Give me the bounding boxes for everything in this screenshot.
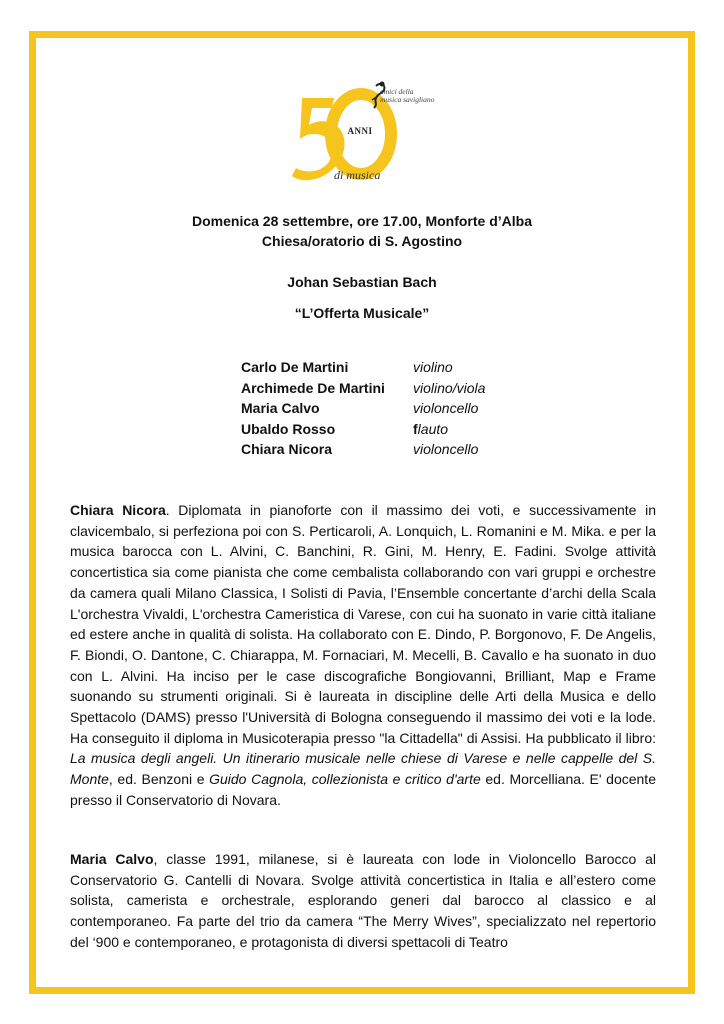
bio-maria-calvo: Maria Calvo, classe 1991, milanese, si è laureata con lode in Violoncello Barocco al Conservatorio G. Cantelli di Novara. Svolge attività concertistica in Italia e all’estero come solista, camerista e orchestrale, esplorando generi dal barocco al classico e al contemporaneo. Fa parte del trio da camera “The Merry Wives”, specializzato nel repertorio del ‘900 e contemporaneo, e protagonista di diversi spettacoli di Teatro — [70, 851, 656, 950]
bio-name: Maria Calvo — [70, 851, 154, 867]
performer-row — [241, 398, 541, 419]
logo-club-name: amici della musica savigliano — [380, 87, 435, 104]
performer-instrument: violoncello — [413, 441, 479, 457]
performer-instrument: violino — [413, 359, 453, 375]
performer-instrument: violino/viola — [413, 379, 486, 396]
bio-chiara-nicora: Chiara Nicora. Diplomata in pianoforte con il massimo dei voti, e successivamente in clavicembalo, si perfeziona poi con S. Perticaroli, A. Lonquich, L. Romanini e M. Mika. e per la musica barocca con L. Alvini, C. Banchini, R. Gini, M. Henry, E. Fadini. Svolge attività concertistica sia come pianista che come cembalista collaborando con vari gruppi e orchestre da camera quali Milano Classica, I Solisti di Pavia, l’Ensemble concertante d’archi della Scala L'orchestra Vivaldi, L'orchestra Cameristica di Varese, con cui ha suonato in varie città italiane ed estere anche in qualità di solista. Ha collaborato con E. Dindo, P. Borgonovo, F. De Angelis, F. Biondi, O. Dantone, C. Chiarappa, M. Fornaciari, M. Mecelli, B. Cavallo e ha suonato in duo con L. Alvini. Ha inciso per le case discografiche Bongiovanni, Brilliant, Map e Frame suonando su strumenti originali. Si è laureata in discipline delle Arti della Musica e dello Spettacolo (DAMS) presso l'Università di Bologna conseguendo il massimo dei voti e la lode. Ha conseguito il diploma in Musicoterapia presso "la Cittadella" di Assisi. Ha pubblicato il libro: La musica degli angeli. Un itinerario musicale nelle chiese di Varese e nelle cappelle del S. Monte, ed. Benzoni e Guido Cagnola, collezionista e critico d'arte ed. Morcelliana. E' docente presso il Conservatorio di Novara. — [70, 502, 656, 808]
festival-logo — [290, 78, 450, 190]
performer-name: Chiara Nicora — [241, 441, 333, 457]
event-date-line: Domenica 28 settembre, ore 17.00, Monforte d’Alba — [192, 213, 532, 229]
performer-name: Maria Calvo — [241, 400, 320, 416]
performer-name: Archimede De Martini — [241, 379, 385, 396]
work-title: “L’Offerta Musicale” — [294, 305, 430, 321]
performer-row — [241, 378, 541, 399]
performer-name: Ubaldo Rosso — [241, 420, 336, 437]
performer-row — [241, 439, 541, 460]
book-title: Guido Cagnola, collezionista e critico d'arte — [209, 771, 481, 788]
performer-row — [241, 357, 541, 378]
bio-name: Chiara Nicora — [70, 502, 166, 518]
book-title: La musica degli angeli. Un itinerario musicale nelle chiese di Varese e nelle cappelle del S. Monte — [70, 750, 656, 788]
logo-di-musica: di musica — [334, 168, 381, 182]
performers-list — [241, 357, 541, 460]
performer-instrument: violoncello — [413, 400, 479, 416]
performer-row — [241, 419, 541, 440]
performer-instrument: flauto — [413, 420, 449, 437]
composer: Johan Sebastian Bach — [287, 274, 437, 290]
performer-name: Carlo De Martini — [241, 359, 349, 375]
logo-anni: ANNI — [347, 126, 373, 136]
event-venue-line: Chiesa/oratorio di S. Agostino — [261, 233, 463, 249]
